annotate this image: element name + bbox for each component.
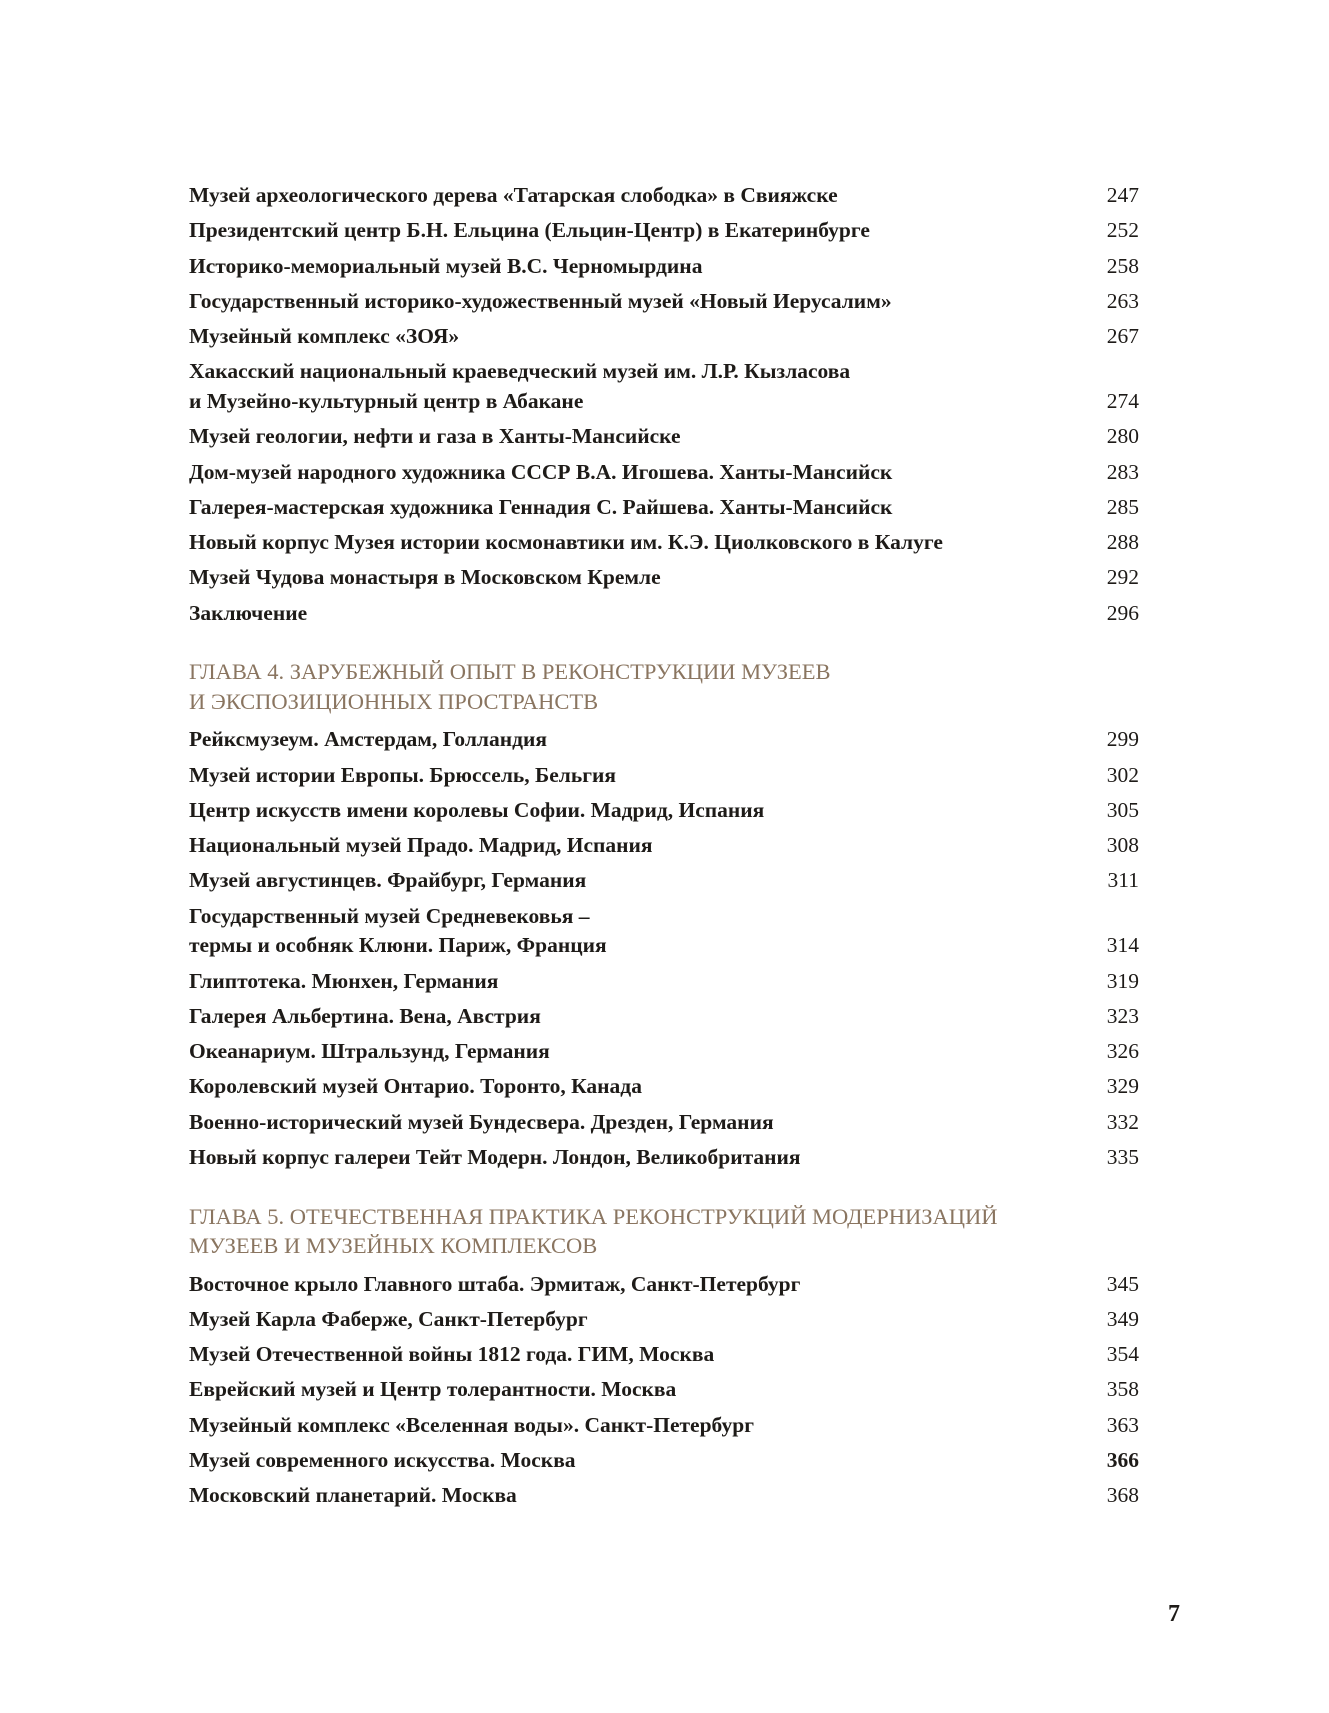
toc-entry-page: 274	[1106, 388, 1139, 413]
toc-entry-page: 345	[1106, 1271, 1139, 1296]
toc-entry	[189, 458, 1139, 488]
toc-entry-page: 258	[1106, 253, 1139, 278]
toc-entry-page: 366	[1106, 1448, 1139, 1473]
toc-entry	[189, 599, 1139, 629]
toc-entry-page: 332	[1106, 1109, 1139, 1134]
toc-entry-page: 308	[1106, 833, 1139, 858]
toc-entry-page: 329	[1106, 1074, 1139, 1099]
toc-entry-page: 319	[1106, 968, 1139, 993]
toc-entry	[189, 902, 1139, 961]
toc-entry-title: Музей современного искусства. Москва	[189, 1448, 576, 1473]
toc-entry-title: Музей Карла Фаберже, Санкт-Петербург	[189, 1306, 588, 1331]
toc-entry-title: Музей геологии, нефти и газа в Ханты-Мансийске	[189, 424, 681, 449]
toc-entry-title: Музей истории Европы. Брюссель, Бельгия	[189, 762, 616, 787]
toc-entry	[189, 287, 1139, 317]
toc-entry	[189, 866, 1139, 896]
toc-entry-page: 263	[1106, 288, 1139, 313]
toc-entry-title: Новый корпус галереи Тейт Модерн. Лондон, Великобритания	[189, 1145, 801, 1170]
toc-entry-page: 323	[1106, 1003, 1139, 1028]
toc-entry	[189, 1411, 1139, 1441]
toc-entry	[189, 1340, 1139, 1370]
toc-entry-page: 349	[1106, 1306, 1139, 1331]
toc-entry-page: 247	[1106, 183, 1139, 207]
toc-entry-page: 252	[1106, 218, 1139, 243]
toc-entry	[189, 1481, 1139, 1511]
toc-entry-page: 358	[1106, 1377, 1139, 1402]
toc-entry-page: 280	[1106, 424, 1139, 449]
toc-entry-page: 302	[1106, 762, 1139, 787]
toc-entry-title: Океанариум. Штральзунд, Германия	[189, 1039, 550, 1064]
toc-entry-title: Восточное крыло Главного штаба. Эрмитаж, Санкт-Петербург	[189, 1271, 801, 1296]
toc-entry-title: Музей августинцев. Фрайбург, Германия	[189, 868, 587, 893]
toc-entry-title: Музей Чудова монастыря в Московском Кремле	[189, 565, 661, 590]
toc-entry-title: Музейный комплекс «Вселенная воды». Санкт-Петербург	[189, 1412, 754, 1437]
page-number: 7	[1168, 1601, 1180, 1627]
toc-entry	[189, 725, 1139, 755]
toc-entry-title: Военно-исторический музей Бундесвера. Дрезден, Германия	[189, 1109, 774, 1134]
toc-entry-title: Заключение	[189, 600, 308, 625]
toc-entry-page: 285	[1106, 494, 1139, 519]
toc-entry	[189, 422, 1139, 452]
toc-entry-title: Центр искусств имени королевы Софии. Мадрид, Испания	[189, 797, 765, 822]
toc-entry	[189, 563, 1139, 593]
toc-entry	[189, 357, 1139, 416]
toc-entry	[189, 216, 1139, 246]
toc-entry-page: 283	[1106, 459, 1139, 484]
toc-entry	[189, 831, 1139, 861]
toc-entry	[189, 796, 1139, 826]
toc-entry	[189, 1270, 1139, 1300]
toc-entry-title: Галерея Альбертина. Вена, Австрия	[189, 1003, 541, 1028]
toc-entry-title: Еврейский музей и Центр толерантности. Москва	[189, 1377, 677, 1402]
toc-entry	[189, 528, 1139, 558]
toc-entry-page: 299	[1106, 727, 1139, 752]
toc-entry-title: Историко-мемориальный музей В.С. Черномырдина	[189, 253, 703, 278]
toc-entry-title: Новый корпус Музея истории космонавтики им. К.Э. Циолковского в Калуге	[189, 530, 943, 555]
toc-entry	[189, 1037, 1139, 1067]
toc-entry	[189, 181, 1139, 211]
toc-entry	[189, 1446, 1139, 1476]
toc-entry	[189, 1072, 1139, 1102]
toc-entry-page: 326	[1106, 1039, 1139, 1064]
toc-entry-title: Государственный историко-художественный музей «Новый Иерусалим»	[189, 288, 892, 313]
toc-entry-title: Рейксмузеум. Амстердам, Голландия	[189, 727, 548, 752]
toc-entry-title: Московский планетарий. Москва	[189, 1483, 517, 1508]
toc-entry	[189, 1305, 1139, 1335]
toc-entry-title: Галерея-мастерская художника Геннадия С. Райшева. Ханты-Мансийск	[189, 494, 893, 519]
toc-entry-page: 305	[1106, 797, 1139, 822]
chapter-heading: ГЛАВА 5. ОТЕЧЕСТВЕННАЯ ПРАКТИКА РЕКОНСТРУКЦИЙ МОДЕРНИЗАЦИЙ МУЗЕЕВ И МУЗЕЙНЫХ КОМПЛЕКСОВ	[189, 1203, 998, 1259]
toc-entry	[189, 493, 1139, 523]
toc-entry-page: 292	[1106, 565, 1139, 590]
toc-entry-page: 368	[1106, 1483, 1139, 1508]
toc-entry-page: 354	[1106, 1342, 1139, 1367]
toc-entry-page: 314	[1106, 933, 1139, 958]
toc-entry-title: Национальный музей Прадо. Мадрид, Испания	[189, 833, 653, 858]
toc-entry	[189, 1002, 1139, 1032]
toc-entry-title: Дом-музей народного художника СССР В.А. Игошева. Ханты-Мансийск	[189, 459, 893, 484]
toc-entry-page: 335	[1106, 1145, 1139, 1170]
toc-entry	[189, 1375, 1139, 1405]
toc-entry	[189, 252, 1139, 282]
toc-entry-page: 267	[1106, 324, 1139, 349]
toc-entry-title: Музейный комплекс «ЗОЯ»	[189, 324, 460, 349]
toc-entry	[189, 1143, 1139, 1173]
chapter-heading: ГЛАВА 4. ЗАРУБЕЖНЫЙ ОПЫТ В РЕКОНСТРУКЦИИ МУЗЕЕВ И ЭКСПОЗИЦИОННЫХ ПРОСТРАНСТВ	[189, 659, 831, 714]
toc-entry-page: 296	[1106, 600, 1139, 625]
toc-entry-title: Музей Отечественной войны 1812 года. ГИМ, Москва	[189, 1342, 715, 1367]
toc-entry	[189, 967, 1139, 997]
toc-entry	[189, 1108, 1139, 1138]
toc-entry-title: Музей археологического дерева «Татарская слободка» в Свияжске	[189, 183, 838, 207]
table-of-contents	[189, 181, 1139, 1517]
toc-entry-title: Глиптотека. Мюнхен, Германия	[189, 968, 499, 993]
toc-entry-title: Хакасский национальный краеведческий музей им. Л.Р. Кызласова и Музейно-культурный центр в Абакане	[189, 359, 851, 413]
toc-entry-page: 288	[1106, 530, 1139, 555]
toc-entry-title: Президентский центр Б.Н. Ельцина (Ельцин-Центр) в Екатеринбурге	[189, 218, 870, 243]
toc-entry-page: 311	[1107, 868, 1139, 893]
toc-entry-title: Королевский музей Онтарио. Торонто, Канада	[189, 1074, 642, 1099]
toc-entry-title: Государственный музей Средневековья – термы и особняк Клюни. Париж, Франция	[189, 903, 607, 958]
toc-entry	[189, 322, 1139, 352]
toc-entry	[189, 761, 1139, 791]
toc-entry-page: 363	[1106, 1412, 1139, 1437]
